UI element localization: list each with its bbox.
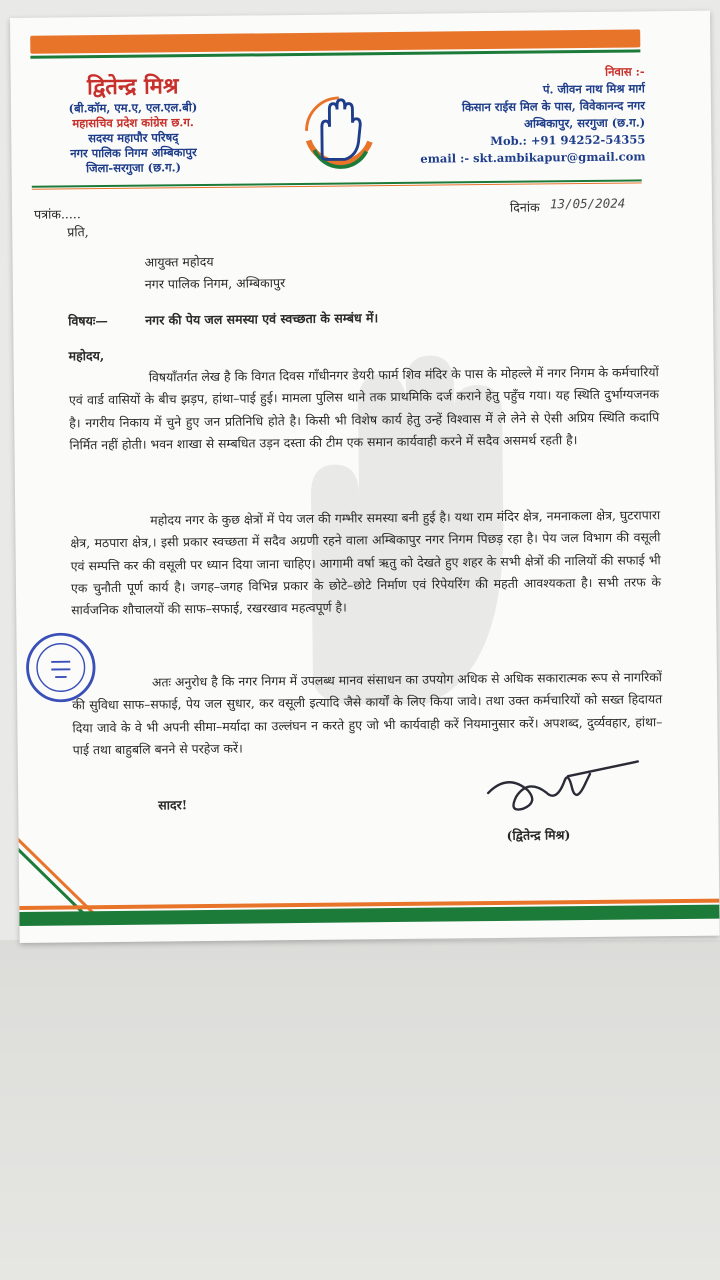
recipient-line-2: नगर पालिक निगम, अम्बिकापुर [144, 275, 286, 292]
sender-membership: सदस्य महापौर परिषद् [88, 130, 179, 146]
background-surface [0, 940, 720, 1280]
reference-label: पत्रांक..... [33, 206, 81, 222]
date-label: दिनांक [509, 199, 540, 215]
paragraph-3-text: अतः अनुरोध है कि नगर निगम में उपलब्ध मानव संसाधन का उपयोग अधिक से अधिक सकारात्मक रूप से नागरिकों की सुविधा साफ–सफाई, पेय जल सुधार, कर वसूली इत्यादि जैसे कार्यों के लिए किया जावे। तथा उक्त कर्मचारियों को सख्त हिदायत दिया जावे के वे भी अपनी सीमा–मर्यादा का उल्लंघन न करते हुए जो भी कार्यवाही करें नियमानुसार करें। अपशब्द, दुर्व्यवहार, हांथा–पाई तथा बाहुबलि बनने से परहेज करें। [72, 669, 663, 758]
date-value: 13/05/2024 [549, 195, 626, 212]
sender-designation: महासचिव प्रदेश कांग्रेस छ.ग. [72, 115, 194, 131]
closing: सादर! [158, 797, 188, 813]
letterhead-left [33, 70, 234, 177]
address-line-2: किसान राईस मिल के पास, विवेकानन्द नगर [461, 98, 646, 115]
sender-corporation: नगर पालिक निगम अम्बिकापुर [70, 145, 197, 161]
paragraph-3 [72, 666, 663, 761]
mobile-number: Mob.: +91 94252-54355 [490, 132, 646, 148]
paragraph-2 [70, 504, 661, 622]
letter-page [10, 11, 720, 943]
residence-label: निवास :- [604, 64, 645, 79]
sender-name: द्वितेन्द्र मिश्र [86, 73, 179, 101]
address-line-1: पं. जीवन नाथ मिश्र मार्ग [542, 81, 645, 97]
sender-qualification: (बी.कॉम, एम.ए, एल.एल.बी) [68, 100, 198, 116]
to-label: प्रति, [67, 224, 89, 240]
subject-label: विषयः— [68, 312, 108, 329]
signature-icon [468, 751, 649, 833]
letterhead-right [385, 63, 646, 168]
paragraph-1-text: विषयाँतर्गत लेख है कि विगत दिवस गाँधीनगर डेयरी फार्म शिव मंदिर के पास के मोहल्ले में नगर निगम के कर्मचारियों एवं वार्ड वासियों के बीच झड़प, हांथा–पाई हुई। मामला पुलिस थाने तक प्राथमिकि दर्ज कराने हेतु पहुँच गया। यह स्थिति दुर्भाग्यजनक है। नगरीय निकाय में चुने हुए जन प्रतिनिधि होते है। किसी भी विशेष कार्य हेतु उन्हें विश्वास में ले लेने से ऐसी अप्रिय स्थिति कदापि निर्मित नहीं होती। भवन शाखा से सम्बधित उड़न दस्ता की टीम एक समान कार्यवाही करने में सदैव असमर्थ रहती है। [68, 364, 660, 453]
paragraph-1 [69, 361, 660, 456]
salutation: महोदय, [68, 348, 105, 364]
address-line-3: अम्बिकापुर, सरगुजा (छ.ग.) [524, 115, 646, 131]
email-address: email :- skt.ambikapur@gmail.com [420, 149, 646, 166]
sender-district: जिला-सरगुजा (छ.ग.) [86, 160, 182, 176]
subject-text: नगर की पेय जल समस्या एवं स्वच्छता के सम्बंध में। [145, 310, 379, 328]
recipient-line-1: आयुक्त महोदय [144, 253, 214, 270]
hand-logo-icon [291, 82, 388, 179]
seal-stamp-icon [22, 629, 99, 706]
signatory-name: (द्वितेन्द्र मिश्र) [506, 827, 571, 843]
paragraph-2-text: महोदय नगर के कुछ क्षेत्रों में पेय जल की गम्भीर समस्या बनी हुई है। यथा राम मंदिर क्षेत्र, नमनाकला क्षेत्र, घुटरापारा क्षेत्र, मठपारा क्षेत्र,। इसी प्रकार स्वच्छता में सदैव अग्रणी रहने वाला अम्बिकापुर नगर निगम पिछड़ रहा है। पेय जल विभाग की वसूली एवं सम्पत्ति कर की वसूली पर ध्यान दिया जाना चाहिए। आगामी वर्षा ऋतु को देखते हुए शहर के सभी क्षेत्रों की नालियों की सफाई भी एक चुनौती पूर्ण कार्य है। जगह–जगह विभिन्न प्रकार के छोटे–छोटे निर्माण एवं रिपेयरिंग की महती आवश्यकता है। सभी तरफ के सार्वजनिक शौचालयों की साफ–सफाई, रखरखाव महत्वपूर्ण है। [70, 507, 662, 618]
corner-stripes-decoration [16, 817, 107, 918]
